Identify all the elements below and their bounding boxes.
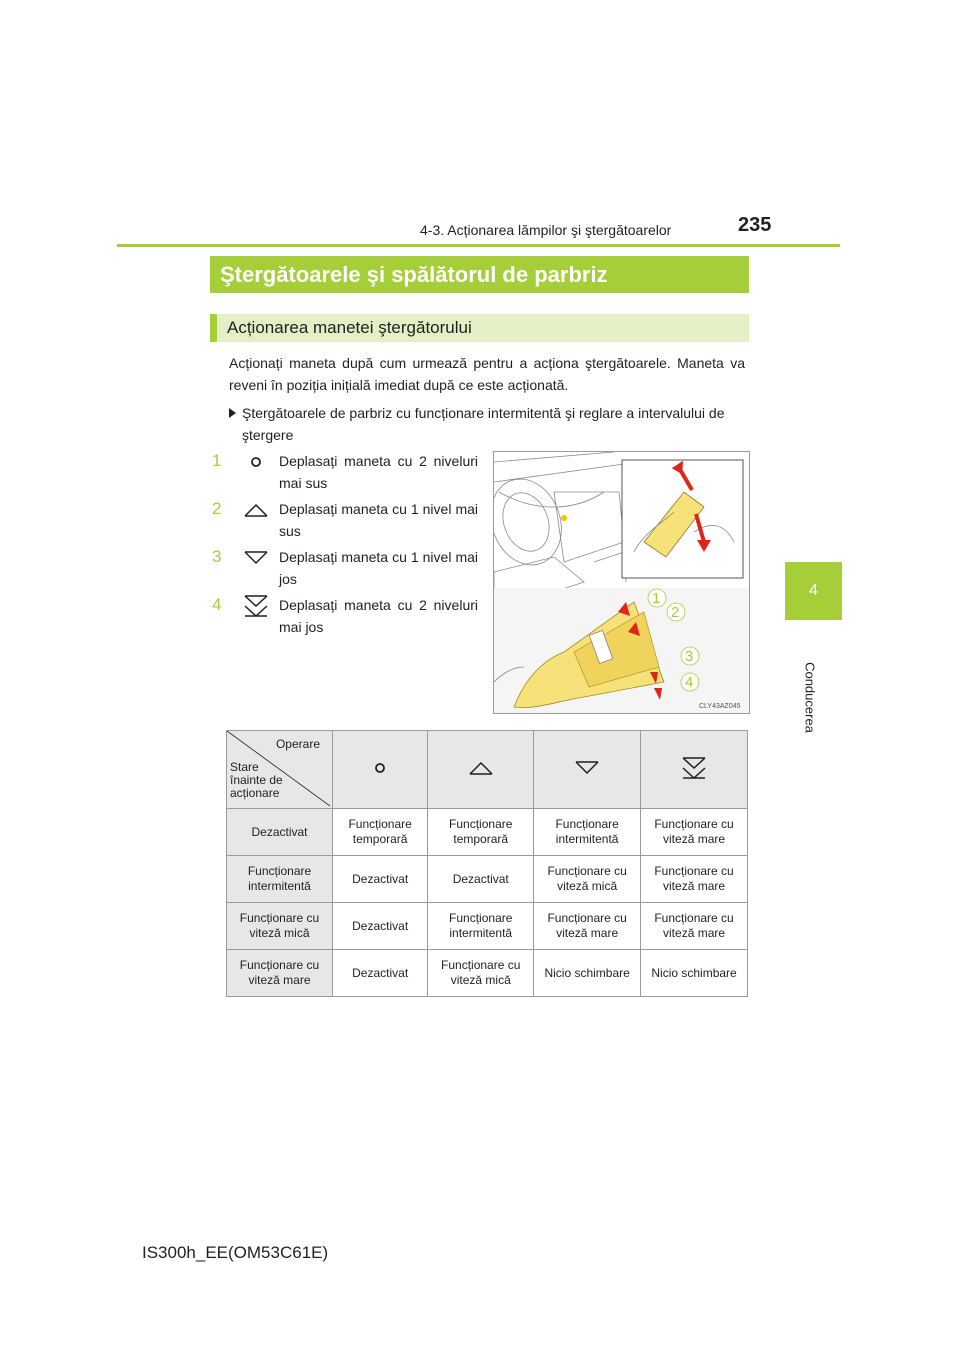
table-cell: Nicio schimbare	[534, 950, 641, 997]
double-triangle-down-icon	[680, 756, 708, 780]
double-triangle-down-icon	[242, 594, 270, 618]
triangle-up-icon	[467, 758, 495, 778]
section-heading: Ştergătoarele şi spălătorul de parbriz	[210, 256, 749, 293]
figure-code: CLY43AZ045	[699, 703, 741, 710]
triangle-down-icon	[573, 758, 601, 778]
step-text: Deplasați maneta cu 1 nivel mai sus	[279, 501, 478, 539]
table-cell: Funcționare temporară	[333, 809, 428, 856]
header-state: Stare înainte de acționare	[230, 760, 283, 800]
table-row	[227, 809, 748, 856]
table-cell: Funcționare cu viteză mică	[534, 856, 641, 903]
header-operation: Operare	[275, 737, 320, 751]
page-number: 235	[738, 214, 772, 236]
header-rule	[117, 244, 840, 247]
chapter-name: Conducerea	[802, 662, 818, 733]
callout-2: 2	[671, 604, 680, 621]
triangle-up-icon	[242, 500, 270, 520]
table-cell: Funcționare temporară	[428, 809, 534, 856]
col-down	[534, 731, 641, 809]
table-cell: Funcționare intermitentă	[428, 903, 534, 950]
step-text: Deplasați maneta cu 1 nivel mai jos	[279, 549, 478, 587]
callout-1: 1	[652, 590, 661, 607]
table-row	[227, 856, 748, 903]
operation-table	[226, 730, 748, 997]
table-cell: Nicio schimbare	[641, 950, 748, 997]
table-cell: Dezactivat	[333, 856, 428, 903]
chapter-tab	[785, 562, 842, 620]
step-number: 1	[212, 451, 222, 470]
table-cell: Funcționare cu viteză mare	[641, 809, 748, 856]
step-text: Deplasați maneta cu 2 niveluri mai sus	[279, 453, 478, 491]
table-cell: Funcționare cu viteză mare	[641, 856, 748, 903]
wiper-lever-illustration	[494, 452, 749, 713]
callout-4: 4	[685, 674, 694, 691]
lever-highlight	[561, 515, 567, 521]
subsection-heading: Acționarea manetei ştergătorului	[210, 314, 749, 342]
chapter-number: 4	[809, 582, 818, 599]
step-number: 3	[212, 547, 222, 566]
bullet-item	[229, 402, 745, 446]
row-state: Funcționare intermitentă	[227, 856, 333, 903]
row-state: Funcționare cu viteză mare	[227, 950, 333, 997]
dashboard-sketch	[494, 452, 626, 592]
table-cell: Dezactivat	[333, 950, 428, 997]
circle-icon	[366, 758, 394, 778]
col-circle	[333, 731, 428, 809]
table-cell: Dezactivat	[428, 856, 534, 903]
table-row	[227, 903, 748, 950]
table-cell: Funcționare intermitentă	[534, 809, 641, 856]
step-number: 4	[212, 595, 222, 614]
table-cell: Funcționare cu viteză mare	[534, 903, 641, 950]
table-header-row	[227, 731, 748, 809]
triangle-down-icon	[242, 548, 270, 568]
row-state: Funcționare cu viteză mică	[227, 903, 333, 950]
table-corner-cell	[227, 731, 333, 809]
table-cell: Dezactivat	[333, 903, 428, 950]
step-text: Deplasați maneta cu 2 niveluri mai jos	[279, 597, 478, 635]
bullet-arrow-icon	[229, 408, 236, 418]
row-state: Dezactivat	[227, 809, 333, 856]
table-cell: Funcționare cu viteză mică	[428, 950, 534, 997]
wiper-lever-figure	[493, 451, 750, 714]
col-double-down	[641, 731, 748, 809]
intro-paragraph: Acționați maneta după cum urmează pentru a acționa ştergătoarele. Maneta va reveni în poziția inițială imediat după ce este acționată.	[229, 355, 745, 393]
table-cell: Funcționare cu viteză mare	[641, 903, 748, 950]
table-row	[227, 950, 748, 997]
bullet-text: Ştergătoarele de parbriz cu funcționare intermitentă şi reglare a intervalului de ştergere	[242, 405, 725, 443]
callout-3: 3	[685, 648, 694, 665]
footer-code: IS300h_EE(OM53C61E)	[142, 1243, 329, 1262]
step-number: 2	[212, 499, 222, 518]
col-up	[428, 731, 534, 809]
section-title: 4-3. Acționarea lămpilor şi ştergătoarelor	[420, 222, 672, 238]
circle-icon	[242, 452, 270, 472]
